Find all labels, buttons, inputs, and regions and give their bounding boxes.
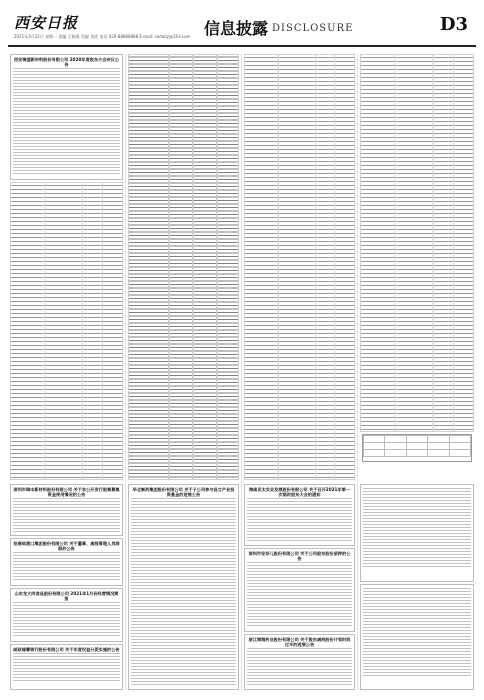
column-1 [8, 54, 126, 690]
edition-meta: 2021年3月22日 星期一 责编 王晓燕 美编 刘尚 电话 029-88888888 E-mail: xadaily@163.com [14, 34, 191, 39]
notice-bottom-left [10, 644, 123, 690]
page-content [8, 54, 476, 690]
notice-body [247, 562, 352, 628]
notice-mid-left [10, 484, 123, 536]
notice-body [13, 68, 120, 176]
data-table-4 [360, 54, 474, 432]
summary-grid [363, 435, 471, 457]
notice-lower-left [10, 588, 123, 642]
section-title: 信息披露 [204, 19, 269, 38]
notice-center-b [244, 484, 355, 546]
notice-top-left [10, 54, 123, 180]
table-row [364, 436, 471, 443]
notice-body [13, 498, 120, 532]
page-number: D3 [439, 14, 468, 35]
notice-title: 深圳市瑞丰新材料股份有限公司 关于非公开发行股票募集资金使用情况的公告 [13, 487, 120, 497]
notice-body [363, 588, 471, 676]
notice-title: 华北制药集团股份有限公司 关于子公司参与设立产业投资基金的进展公告 [132, 487, 235, 497]
notice-title: 浙江海翔药业股份有限公司 关于股东减持股份计划时间过半的进展公告 [248, 637, 351, 647]
notice-title: 招商局港口集团股份有限公司 关于董事、高级管理人员辞职的公告 [13, 541, 120, 551]
notice-body [13, 653, 120, 681]
summary-table [362, 434, 472, 462]
notice-center-a [128, 484, 239, 690]
notice-body [247, 498, 352, 542]
notice-mid-left-2 [10, 538, 123, 586]
notice-title: 邮政储蓄银行股份有限公司 关于年度权益分派实施的公告 [13, 647, 120, 652]
newspaper-logo: 西安日报 [14, 14, 79, 32]
notice-title: 深圳市安奈儿股份有限公司 关于公司股东股份质押的公告 [248, 551, 351, 561]
notice-body [247, 648, 352, 686]
table-row [364, 450, 471, 457]
notice-right-a [360, 484, 474, 582]
notice-body [363, 488, 471, 568]
notice-body [13, 552, 120, 582]
notice-center-c [244, 548, 355, 632]
data-table-1 [10, 182, 123, 480]
column-4 [358, 54, 476, 690]
notice-center-d [244, 634, 355, 690]
table-row [364, 443, 471, 450]
data-table-2 [128, 54, 239, 480]
notice-title: 西安瑞盛新材料股份有限公司 2020年度股东大会决议公告 [13, 57, 120, 67]
data-table-3 [244, 54, 355, 480]
column-2 [126, 54, 242, 690]
column-3 [242, 54, 358, 690]
notice-body [131, 498, 236, 686]
masthead [8, 12, 476, 46]
section-title-en: DISCLOSURE [272, 23, 354, 34]
notice-title: 海南亚太实业发展股份有限公司 关于召开2021年第一次临时股东大会的通知 [248, 487, 351, 497]
header-rule [8, 45, 476, 47]
notice-right-b [360, 584, 474, 690]
notice-body [13, 602, 120, 638]
notice-title: 山东龙大肉食品股份有限公司 2021年1月份经营情况简报 [14, 591, 119, 601]
